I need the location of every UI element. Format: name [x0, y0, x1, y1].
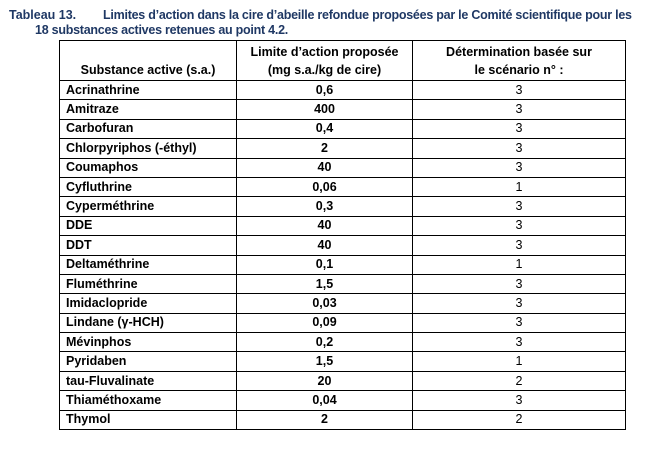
header-scenario	[413, 41, 626, 81]
cell-action-limit: 20	[237, 371, 413, 390]
table-row	[60, 274, 626, 293]
cell-scenario: 1	[413, 177, 626, 196]
header-limit-line-1: Limite d’action proposée	[250, 45, 399, 59]
caption-title-line-2: 18 substances actives retenues au point 4.2.	[35, 23, 289, 37]
cell-scenario: 3	[413, 197, 626, 216]
cell-action-limit: 1,5	[237, 352, 413, 371]
table-row	[60, 294, 626, 313]
cell-scenario: 3	[413, 158, 626, 177]
cell-substance: Imidaclopride	[60, 294, 237, 313]
cell-substance: Cyperméthrine	[60, 197, 237, 216]
header-scenario-line-2: le scénario n° :	[474, 63, 564, 77]
table-row	[60, 216, 626, 235]
cell-scenario: 3	[413, 216, 626, 235]
cell-action-limit: 0,1	[237, 255, 413, 274]
action-limits-table	[59, 40, 626, 430]
table-row	[60, 352, 626, 371]
cell-scenario: 3	[413, 119, 626, 138]
cell-scenario: 1	[413, 255, 626, 274]
cell-scenario: 1	[413, 352, 626, 371]
caption-label: Tableau 13.	[9, 8, 77, 22]
cell-action-limit: 0,2	[237, 333, 413, 352]
cell-action-limit: 40	[237, 236, 413, 255]
cell-substance: Carbofuran	[60, 119, 237, 138]
cell-scenario: 3	[413, 236, 626, 255]
header-scenario-line-1: Détermination basée sur	[446, 45, 592, 59]
cell-scenario: 3	[413, 333, 626, 352]
header-substance	[60, 41, 237, 81]
cell-substance: Coumaphos	[60, 158, 237, 177]
table-row	[60, 391, 626, 410]
cell-substance: Lindane (γ-HCH)	[60, 313, 237, 332]
header-substance-label: Substance active (s.a.)	[80, 63, 216, 77]
table-row	[60, 371, 626, 390]
table-row	[60, 100, 626, 119]
cell-scenario: 3	[413, 100, 626, 119]
table-row	[60, 197, 626, 216]
table-row	[60, 158, 626, 177]
caption-title-line-1: Limites d’action dans la cire d’abeille refondue proposées par le Comité scientifique pour les	[103, 8, 632, 22]
cell-substance: Chlorpyriphos (-éthyl)	[60, 139, 237, 158]
cell-scenario: 3	[413, 294, 626, 313]
cell-action-limit: 2	[237, 139, 413, 158]
cell-substance: Pyridaben	[60, 352, 237, 371]
cell-substance: Fluméthrine	[60, 274, 237, 293]
cell-action-limit: 1,5	[237, 274, 413, 293]
cell-scenario: 2	[413, 410, 626, 429]
cell-scenario: 3	[413, 81, 626, 100]
header-limit	[237, 41, 413, 81]
table-row	[60, 119, 626, 138]
cell-substance: Thiaméthoxame	[60, 391, 237, 410]
table-row	[60, 255, 626, 274]
cell-scenario: 3	[413, 313, 626, 332]
cell-action-limit: 0,09	[237, 313, 413, 332]
cell-action-limit: 2	[237, 410, 413, 429]
cell-scenario: 2	[413, 371, 626, 390]
header-row	[60, 41, 626, 81]
table-row	[60, 236, 626, 255]
table-header	[60, 41, 626, 81]
cell-action-limit: 40	[237, 158, 413, 177]
cell-substance: Deltaméthrine	[60, 255, 237, 274]
table-row	[60, 333, 626, 352]
cell-action-limit: 0,4	[237, 119, 413, 138]
cell-action-limit: 0,04	[237, 391, 413, 410]
cell-action-limit: 0,6	[237, 81, 413, 100]
cell-scenario: 3	[413, 139, 626, 158]
cell-action-limit: 0,06	[237, 177, 413, 196]
table-body	[60, 81, 626, 430]
cell-substance: tau-Fluvalinate	[60, 371, 237, 390]
cell-action-limit: 0,3	[237, 197, 413, 216]
cell-substance: Cyfluthrine	[60, 177, 237, 196]
header-limit-line-2: (mg s.a./kg de cire)	[267, 63, 382, 77]
table-caption	[0, 8, 653, 38]
cell-action-limit: 40	[237, 216, 413, 235]
cell-action-limit: 0,03	[237, 294, 413, 313]
table-row	[60, 81, 626, 100]
cell-substance: DDE	[60, 216, 237, 235]
cell-substance: Thymol	[60, 410, 237, 429]
cell-substance: DDT	[60, 236, 237, 255]
table-row	[60, 410, 626, 429]
table-row	[60, 139, 626, 158]
cell-scenario: 3	[413, 274, 626, 293]
caption-line-1	[0, 8, 653, 23]
table-row	[60, 177, 626, 196]
cell-substance: Acrinathrine	[60, 81, 237, 100]
cell-scenario: 3	[413, 391, 626, 410]
cell-substance: Amitraze	[60, 100, 237, 119]
cell-action-limit: 400	[237, 100, 413, 119]
table-row	[60, 313, 626, 332]
cell-substance: Mévinphos	[60, 333, 237, 352]
